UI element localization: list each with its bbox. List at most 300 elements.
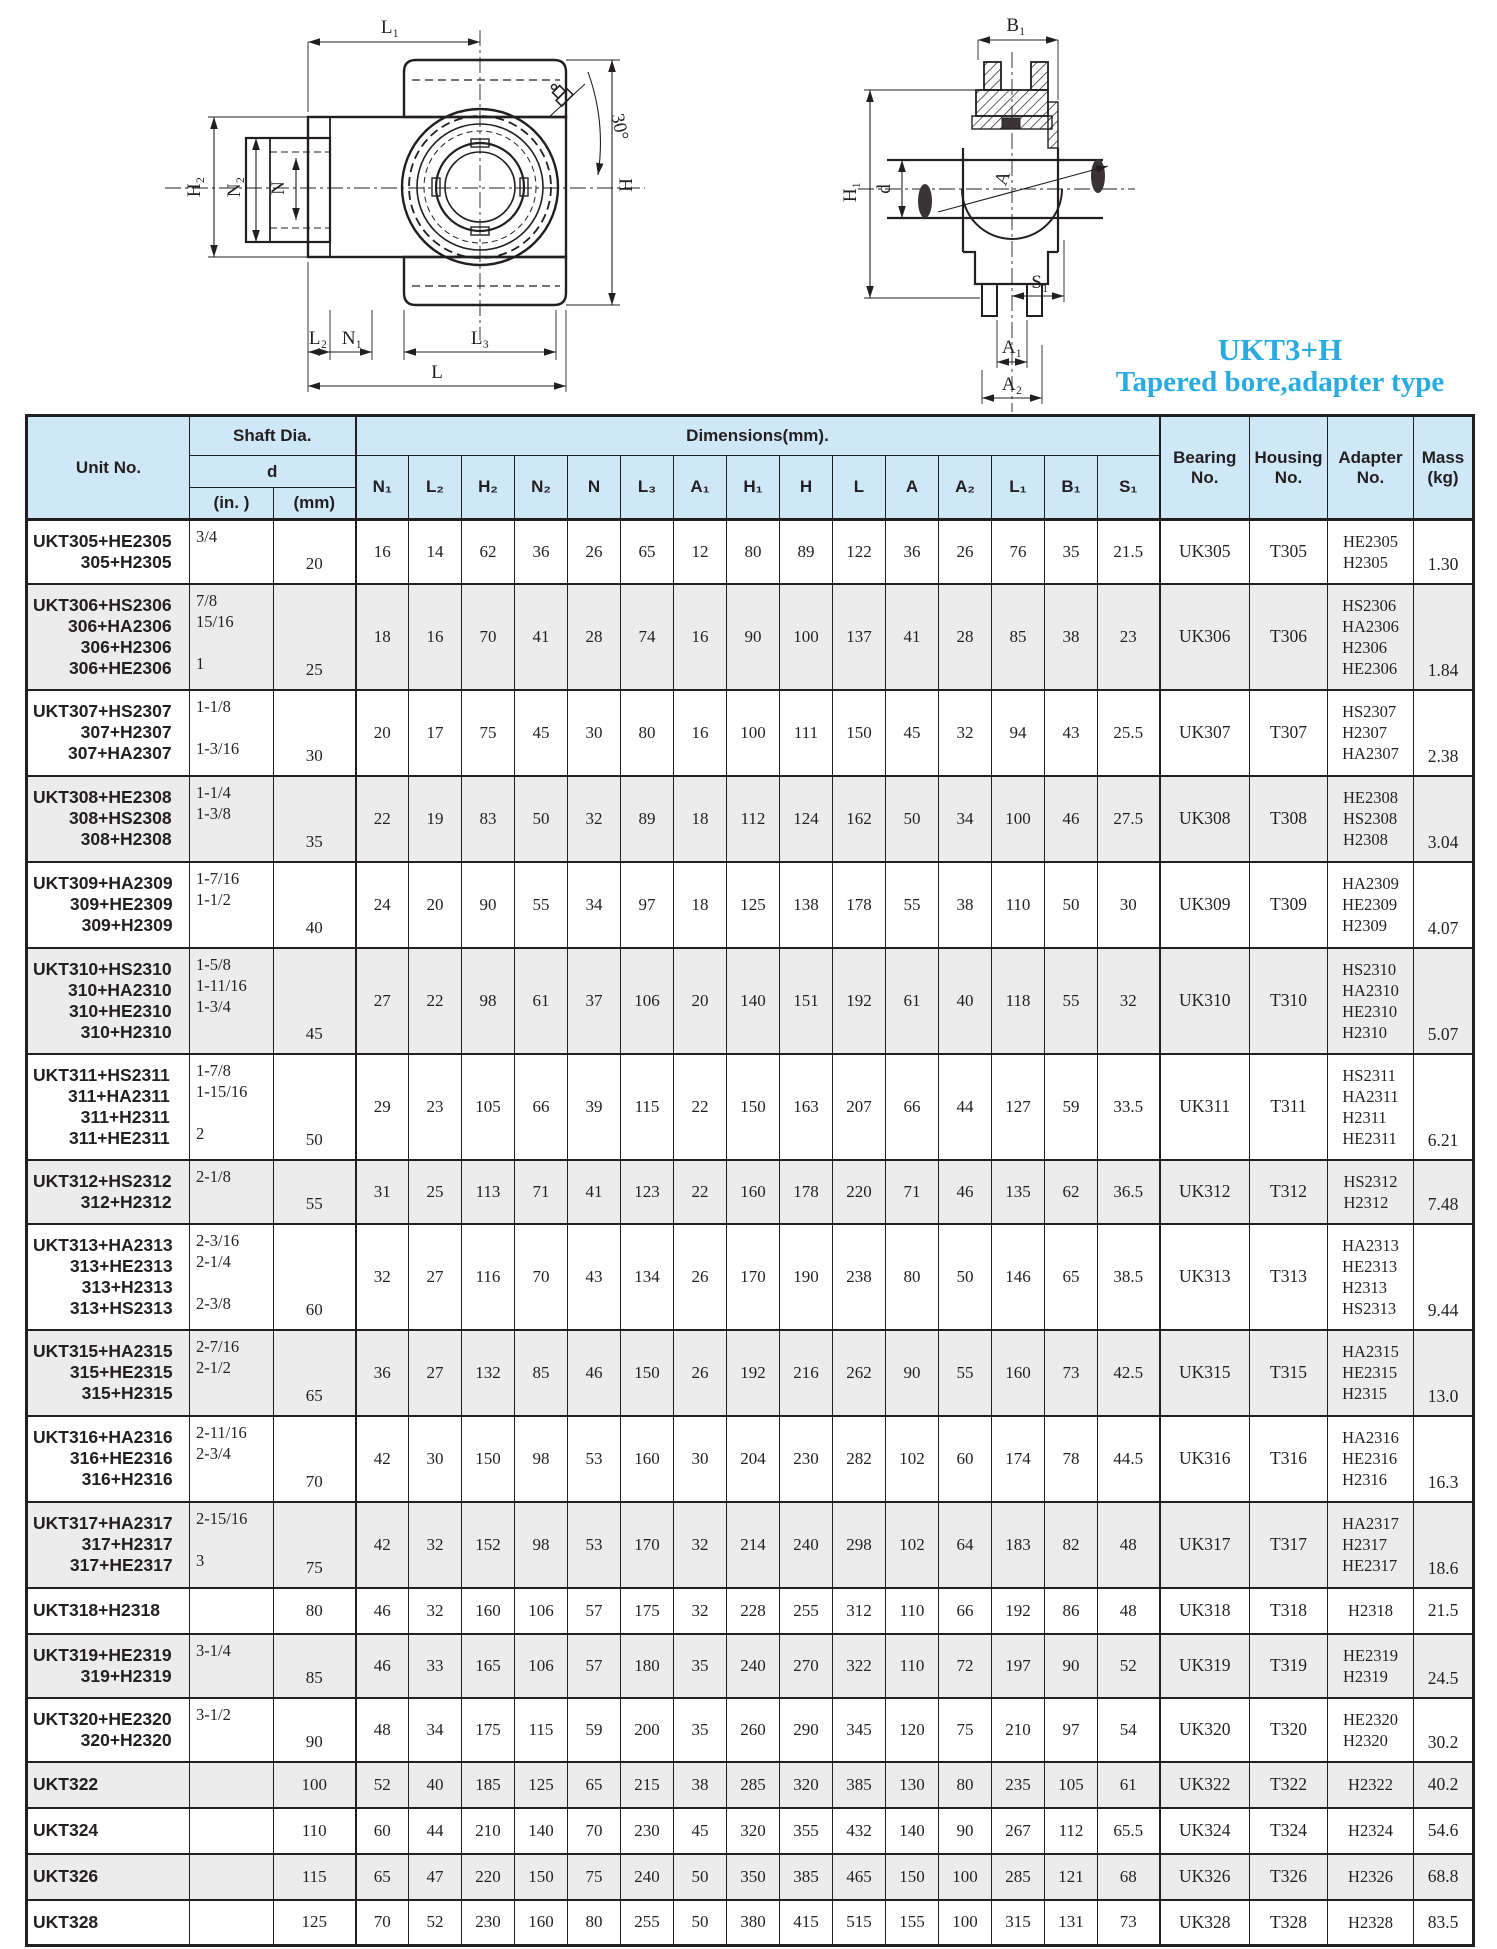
cell-shaft-dia-in	[190, 948, 274, 1054]
cell-unit-no	[27, 584, 190, 690]
cell-dim-5: 240	[621, 1854, 674, 1900]
shaft-dia-in-line: 2-3/16	[196, 1230, 240, 1250]
dim-label-h2: H₂	[184, 176, 205, 198]
cell-dim-8: 124	[780, 776, 833, 862]
cell-shaft-dia-mm: 30	[274, 690, 356, 776]
header-housing-no: Housing No.	[1250, 416, 1328, 520]
unit-no-line: 308+HS2308	[68, 808, 172, 828]
adapter-no-line: HE2311	[1342, 1128, 1397, 1148]
cell-dim-9: 282	[833, 1416, 886, 1502]
cell-dim-3: 71	[515, 1160, 568, 1224]
adapter-no-lines	[1343, 1645, 1398, 1687]
spec-table-body	[27, 520, 1474, 1946]
grease-fitting-icon	[547, 80, 574, 107]
table-row	[27, 1502, 1474, 1588]
cell-adapter-no	[1328, 1762, 1414, 1808]
cell-dim-0: 24	[356, 862, 409, 948]
cell-unit-no	[27, 1634, 190, 1698]
cell-shaft-dia-in	[190, 1854, 274, 1900]
cell-dim-14: 61	[1098, 1762, 1160, 1808]
header-col-l3: L₃	[621, 456, 674, 520]
unit-no-line: UKT326	[33, 1866, 99, 1886]
cell-dim-12: 110	[992, 862, 1045, 948]
cell-dim-2: 90	[462, 862, 515, 948]
cell-dim-1: 25	[409, 1160, 462, 1224]
cell-unit-no	[27, 1808, 190, 1854]
cell-dim-8: 270	[780, 1634, 833, 1698]
adapter-no-line: HA2315	[1342, 1342, 1399, 1361]
cell-unit-no	[27, 776, 190, 862]
cell-dim-10: 130	[886, 1762, 939, 1808]
cell-housing-no: T317	[1250, 1502, 1328, 1588]
unit-no-lines	[33, 531, 172, 573]
header-d-in: (in. )	[190, 488, 274, 520]
unit-no-line: UKT309+HA2309	[33, 873, 173, 893]
adapter-no-line: H2306	[1342, 637, 1387, 657]
cell-dim-6: 22	[674, 1160, 727, 1224]
adapter-no-line: HA2317	[1342, 1514, 1399, 1533]
shaft-dia-in-line: 1-3/8	[196, 803, 231, 823]
cell-dim-8: 163	[780, 1054, 833, 1160]
cell-dim-9: 262	[833, 1330, 886, 1416]
cell-dim-13: 73	[1045, 1330, 1098, 1416]
adapter-no-line: HE2313	[1342, 1256, 1398, 1276]
cell-dim-3: 106	[515, 1588, 568, 1634]
cell-unit-no	[27, 520, 190, 584]
cell-dim-7: 90	[727, 584, 780, 690]
unit-no-line: UKT320+HE2320	[33, 1708, 172, 1729]
header-d: d	[190, 456, 356, 488]
cell-unit-no	[27, 1900, 190, 1946]
cell-dim-1: 44	[409, 1808, 462, 1854]
cell-shaft-dia-mm: 50	[274, 1054, 356, 1160]
cell-dim-4: 37	[568, 948, 621, 1054]
adapter-no-line: H2312	[1343, 1192, 1389, 1212]
cell-dim-2: 105	[462, 1054, 515, 1160]
dim-label-n2: N₂	[224, 176, 245, 198]
header-col-a1: A₁	[674, 456, 727, 520]
cell-dim-11: 38	[939, 862, 992, 948]
unit-no-lines	[33, 1513, 173, 1576]
cell-dim-11: 46	[939, 1160, 992, 1224]
unit-no-line: UKT313+HA2313	[33, 1234, 173, 1255]
series-title: UKT3+H	[1217, 332, 1343, 367]
cell-dim-10: 71	[886, 1160, 939, 1224]
adapter-no-lines	[1348, 1820, 1393, 1841]
cell-mass: 1.30	[1414, 520, 1474, 584]
header-col-l: L	[833, 456, 886, 520]
cell-dim-2: 165	[462, 1634, 515, 1698]
cell-dim-0: 70	[356, 1900, 409, 1946]
table-row	[27, 776, 1474, 862]
adapter-no-line: HE2317	[1342, 1556, 1398, 1575]
cell-dim-7: 285	[727, 1762, 780, 1808]
cell-dim-9: 220	[833, 1160, 886, 1224]
adapter-no-line: HE2308	[1343, 788, 1398, 807]
cell-dim-6: 50	[674, 1900, 727, 1946]
cell-housing-no: T305	[1250, 520, 1328, 584]
cell-dim-12: 85	[992, 584, 1045, 690]
cell-dim-4: 28	[568, 584, 621, 690]
cell-shaft-dia-in	[190, 1762, 274, 1808]
cell-bearing-no: UK308	[1160, 776, 1250, 862]
cell-dim-7: 380	[727, 1900, 780, 1946]
cell-housing-no: T313	[1250, 1224, 1328, 1330]
header-d-mm: (mm)	[274, 488, 356, 520]
cell-dim-10: 50	[886, 776, 939, 862]
cell-dim-10: 41	[886, 584, 939, 690]
cell-dim-4: 30	[568, 690, 621, 776]
cell-dim-9: 122	[833, 520, 886, 584]
cell-dim-8: 230	[780, 1416, 833, 1502]
cell-dim-6: 50	[674, 1854, 727, 1900]
shaft-dia-in-line	[196, 1272, 271, 1293]
cell-unit-no	[27, 1762, 190, 1808]
header-col-n2: N₂	[515, 456, 568, 520]
unit-no-line: 306+H2306	[80, 636, 172, 657]
cell-bearing-no: UK318	[1160, 1588, 1250, 1634]
unit-no-lines	[33, 701, 172, 764]
cell-unit-no	[27, 862, 190, 948]
cell-dim-9: 465	[833, 1854, 886, 1900]
cell-dim-12: 146	[992, 1224, 1045, 1330]
cell-mass: 24.5	[1414, 1634, 1474, 1698]
cell-dim-6: 16	[674, 690, 727, 776]
cell-dim-10: 61	[886, 948, 939, 1054]
unit-no-lines	[33, 1235, 173, 1319]
cell-dim-13: 43	[1045, 690, 1098, 776]
cell-bearing-no: UK322	[1160, 1762, 1250, 1808]
table-row	[27, 1054, 1474, 1160]
cell-shaft-dia-in	[190, 1054, 274, 1160]
cell-dim-5: 215	[621, 1762, 674, 1808]
cell-dim-9: 207	[833, 1054, 886, 1160]
adapter-no-line: HE2310	[1342, 1001, 1398, 1021]
cell-dim-9: 515	[833, 1900, 886, 1946]
cell-dim-0: 46	[356, 1588, 409, 1634]
adapter-no-line: HS2306	[1342, 595, 1397, 615]
cell-shaft-dia-in	[190, 1808, 274, 1854]
shaft-dia-in-line: 3	[196, 1550, 205, 1570]
cell-dim-4: 41	[568, 1160, 621, 1224]
cell-dim-10: 150	[886, 1854, 939, 1900]
cell-mass: 4.07	[1414, 862, 1474, 948]
cell-housing-no: T311	[1250, 1054, 1328, 1160]
cell-dim-2: 160	[462, 1588, 515, 1634]
cell-bearing-no: UK324	[1160, 1808, 1250, 1854]
adapter-no-line: H2315	[1342, 1384, 1387, 1403]
unit-no-lines	[33, 1171, 172, 1213]
shaft-dia-in-line: 1-11/16	[196, 975, 247, 995]
cell-dim-12: 267	[992, 1808, 1045, 1854]
cell-dim-1: 40	[409, 1762, 462, 1808]
cell-dim-1: 32	[409, 1502, 462, 1588]
cell-bearing-no: UK328	[1160, 1900, 1250, 1946]
shaft-dia-in-line: 2-15/16	[196, 1508, 248, 1528]
cell-shaft-dia-mm: 65	[274, 1330, 356, 1416]
cell-dim-1: 17	[409, 690, 462, 776]
cell-dim-1: 20	[409, 862, 462, 948]
adapter-no-line: HE2305	[1343, 531, 1398, 551]
cell-dim-14: 38.5	[1098, 1224, 1160, 1330]
adapter-no-lines	[1342, 595, 1399, 679]
table-row	[27, 690, 1474, 776]
cell-dim-11: 80	[939, 1762, 992, 1808]
cell-shaft-dia-in	[190, 1224, 274, 1330]
technical-drawings	[0, 0, 1497, 412]
cell-dim-1: 14	[409, 520, 462, 584]
cell-shaft-dia-mm: 110	[274, 1808, 356, 1854]
cell-dim-8: 178	[780, 1160, 833, 1224]
cell-dim-3: 85	[515, 1330, 568, 1416]
cell-dim-13: 65	[1045, 1224, 1098, 1330]
cell-dim-4: 34	[568, 862, 621, 948]
cell-shaft-dia-in	[190, 1330, 274, 1416]
adapter-no-line: HS2313	[1342, 1298, 1397, 1318]
unit-no-line: 311+HE2311	[68, 1127, 170, 1148]
cell-dim-13: 62	[1045, 1160, 1098, 1224]
cell-dim-7: 125	[727, 862, 780, 948]
cell-dim-0: 46	[356, 1634, 409, 1698]
cell-shaft-dia-mm: 100	[274, 1762, 356, 1808]
shaft-dia-in-line: 2-1/4	[196, 1251, 231, 1271]
unit-no-line: UKT307+HS2307	[33, 701, 172, 721]
cell-unit-no	[27, 1160, 190, 1224]
cell-dim-8: 216	[780, 1330, 833, 1416]
adapter-no-line: HE2316	[1342, 1449, 1398, 1468]
cell-dim-10: 80	[886, 1224, 939, 1330]
cell-shaft-dia-mm: 80	[274, 1588, 356, 1634]
header-shaft-dia: Shaft Dia.	[190, 416, 356, 456]
cell-dim-2: 210	[462, 1808, 515, 1854]
cell-unit-no	[27, 1054, 190, 1160]
adapter-no-line: HA2307	[1342, 744, 1399, 763]
cell-mass: 13.0	[1414, 1330, 1474, 1416]
cell-dim-14: 33.5	[1098, 1054, 1160, 1160]
cell-housing-no: T322	[1250, 1762, 1328, 1808]
cell-dim-12: 183	[992, 1502, 1045, 1588]
cell-shaft-dia-in	[190, 1160, 274, 1224]
unit-no-line: UKT306+HS2306	[33, 594, 172, 615]
header-col-h2: H₂	[462, 456, 515, 520]
shaft-dia-in-line: 1-1/8	[196, 696, 231, 716]
cell-dim-0: 42	[356, 1416, 409, 1502]
adapter-no-line: HS2312	[1343, 1171, 1398, 1191]
cell-mass: 21.5	[1414, 1588, 1474, 1634]
cell-dim-1: 34	[409, 1698, 462, 1762]
adapter-no-lines	[1342, 1065, 1398, 1149]
adapter-no-line: HE2319	[1343, 1645, 1398, 1665]
unit-no-line: UKT317+HA2317	[33, 1513, 173, 1533]
cell-dim-2: 83	[462, 776, 515, 862]
cell-dim-13: 82	[1045, 1502, 1098, 1588]
cell-dim-6: 45	[674, 1808, 727, 1854]
cell-dim-4: 75	[568, 1854, 621, 1900]
cell-dim-5: 150	[621, 1330, 674, 1416]
cell-unit-no	[27, 948, 190, 1054]
cell-dim-5: 200	[621, 1698, 674, 1762]
cell-dim-8: 138	[780, 862, 833, 948]
cell-dim-3: 150	[515, 1854, 568, 1900]
table-row	[27, 862, 1474, 948]
dim-label-a1: A₁	[1001, 337, 1023, 358]
cell-bearing-no: UK311	[1160, 1054, 1250, 1160]
shaft-dia-in-line: 2-11/16	[196, 1422, 247, 1442]
shaft-dia-in-line: 1-3/4	[196, 996, 231, 1016]
cell-shaft-dia-mm: 70	[274, 1416, 356, 1502]
cell-dim-8: 415	[780, 1900, 833, 1946]
adapter-no-line: H2324	[1348, 1821, 1393, 1840]
cell-shaft-dia-mm: 55	[274, 1160, 356, 1224]
cell-adapter-no	[1328, 690, 1414, 776]
cell-adapter-no	[1328, 1416, 1414, 1502]
front-view-drawing	[165, 17, 645, 392]
cell-dim-11: 44	[939, 1054, 992, 1160]
cell-dim-14: 44.5	[1098, 1416, 1160, 1502]
cell-dim-1: 33	[409, 1634, 462, 1698]
cell-housing-no: T320	[1250, 1698, 1328, 1762]
cell-shaft-dia-in	[190, 1502, 274, 1588]
cell-dim-14: 36.5	[1098, 1160, 1160, 1224]
cell-dim-2: 75	[462, 690, 515, 776]
cell-dim-9: 192	[833, 948, 886, 1054]
unit-no-lines	[33, 1600, 160, 1621]
cell-dim-12: 135	[992, 1160, 1045, 1224]
unit-no-line: 306+HA2306	[68, 615, 172, 636]
cell-dim-3: 50	[515, 776, 568, 862]
cell-housing-no: T310	[1250, 948, 1328, 1054]
adapter-no-line: HS2308	[1343, 809, 1398, 828]
cell-dim-7: 80	[727, 520, 780, 584]
cell-dim-0: 18	[356, 584, 409, 690]
cell-dim-7: 112	[727, 776, 780, 862]
cell-dim-13: 50	[1045, 862, 1098, 948]
cell-adapter-no	[1328, 1224, 1414, 1330]
cell-dim-12: 210	[992, 1698, 1045, 1762]
cell-dim-10: 155	[886, 1900, 939, 1946]
cell-dim-9: 345	[833, 1698, 886, 1762]
shaft-dia-in-line	[196, 632, 271, 653]
cell-dim-13: 86	[1045, 1588, 1098, 1634]
shaft-dia-in-line: 2-1/2	[196, 1357, 231, 1377]
cell-mass: 7.48	[1414, 1160, 1474, 1224]
cell-shaft-dia-mm: 125	[274, 1900, 356, 1946]
header-col-a2: A₂	[939, 456, 992, 520]
shaft-dia-in-line: 3-1/2	[196, 1704, 231, 1724]
cell-mass: 3.04	[1414, 776, 1474, 862]
cell-dim-9: 432	[833, 1808, 886, 1854]
table-row	[27, 1698, 1474, 1762]
dim-label-d: d	[874, 184, 895, 194]
cell-dim-2: 152	[462, 1502, 515, 1588]
cell-housing-no: T324	[1250, 1808, 1328, 1854]
cell-unit-no	[27, 1588, 190, 1634]
unit-no-lines	[33, 1866, 98, 1887]
unit-no-line: UKT311+HS2311	[33, 1064, 170, 1085]
unit-no-lines	[33, 1645, 172, 1687]
cell-dim-9: 298	[833, 1502, 886, 1588]
cell-dim-6: 35	[674, 1698, 727, 1762]
cell-housing-no: T315	[1250, 1330, 1328, 1416]
cell-dim-9: 178	[833, 862, 886, 948]
shaft-dia-in-line: 2-7/16	[196, 1336, 240, 1356]
cell-dim-2: 175	[462, 1698, 515, 1762]
cell-dim-6: 26	[674, 1330, 727, 1416]
header-col-l1: L₁	[992, 456, 1045, 520]
cell-dim-6: 22	[674, 1054, 727, 1160]
dim-label-n: N	[268, 181, 289, 195]
dim-label-angle: 30°	[606, 111, 633, 143]
adapter-no-lines	[1342, 959, 1399, 1043]
cell-shaft-dia-in	[190, 584, 274, 690]
unit-no-line: 313+HS2313	[69, 1297, 173, 1318]
cell-dim-14: 68	[1098, 1854, 1160, 1900]
cell-unit-no	[27, 1416, 190, 1502]
cell-mass: 6.21	[1414, 1054, 1474, 1160]
cell-dim-6: 12	[674, 520, 727, 584]
cell-housing-no: T326	[1250, 1854, 1328, 1900]
unit-no-line: UKT310+HS2310	[33, 958, 172, 979]
cell-dim-4: 70	[568, 1808, 621, 1854]
cell-dim-5: 175	[621, 1588, 674, 1634]
cell-dim-14: 48	[1098, 1588, 1160, 1634]
cell-dim-4: 46	[568, 1330, 621, 1416]
table-row	[27, 584, 1474, 690]
adapter-no-line: H2320	[1343, 1730, 1388, 1750]
adapter-no-line: H2326	[1348, 1867, 1393, 1886]
cell-dim-7: 100	[727, 690, 780, 776]
adapter-no-lines	[1343, 1709, 1398, 1751]
dim-label-l3: L₃	[470, 328, 490, 349]
series-title-block	[1080, 334, 1480, 397]
cell-mass: 9.44	[1414, 1224, 1474, 1330]
cell-dim-11: 100	[939, 1900, 992, 1946]
cell-dim-7: 204	[727, 1416, 780, 1502]
cell-dim-10: 102	[886, 1416, 939, 1502]
cell-dim-13: 59	[1045, 1054, 1098, 1160]
adapter-no-lines	[1348, 1866, 1393, 1887]
dim-label-l1: L₁	[380, 17, 400, 38]
cell-dim-2: 62	[462, 520, 515, 584]
cell-dim-14: 21.5	[1098, 520, 1160, 584]
cell-dim-10: 45	[886, 690, 939, 776]
cell-dim-6: 38	[674, 1762, 727, 1808]
cell-dim-5: 89	[621, 776, 674, 862]
cell-dim-2: 132	[462, 1330, 515, 1416]
cell-mass: 18.6	[1414, 1502, 1474, 1588]
cell-dim-12: 197	[992, 1634, 1045, 1698]
cell-dim-7: 320	[727, 1808, 780, 1854]
cell-dim-8: 190	[780, 1224, 833, 1330]
unit-no-lines	[33, 1341, 173, 1404]
cell-adapter-no	[1328, 948, 1414, 1054]
cell-dim-1: 32	[409, 1588, 462, 1634]
cell-dim-6: 30	[674, 1416, 727, 1502]
cell-shaft-dia-in	[190, 690, 274, 776]
cell-dim-0: 60	[356, 1808, 409, 1854]
cell-adapter-no	[1328, 1502, 1414, 1588]
cell-dim-3: 160	[515, 1900, 568, 1946]
table-row	[27, 1224, 1474, 1330]
adapter-no-lines	[1342, 1513, 1399, 1576]
cell-dim-3: 61	[515, 948, 568, 1054]
cell-dim-10: 120	[886, 1698, 939, 1762]
unit-no-lines	[33, 1820, 98, 1841]
unit-no-line: 310+HA2310	[68, 979, 172, 1000]
cell-shaft-dia-mm: 60	[274, 1224, 356, 1330]
cell-unit-no	[27, 1854, 190, 1900]
cell-housing-no: T319	[1250, 1634, 1328, 1698]
